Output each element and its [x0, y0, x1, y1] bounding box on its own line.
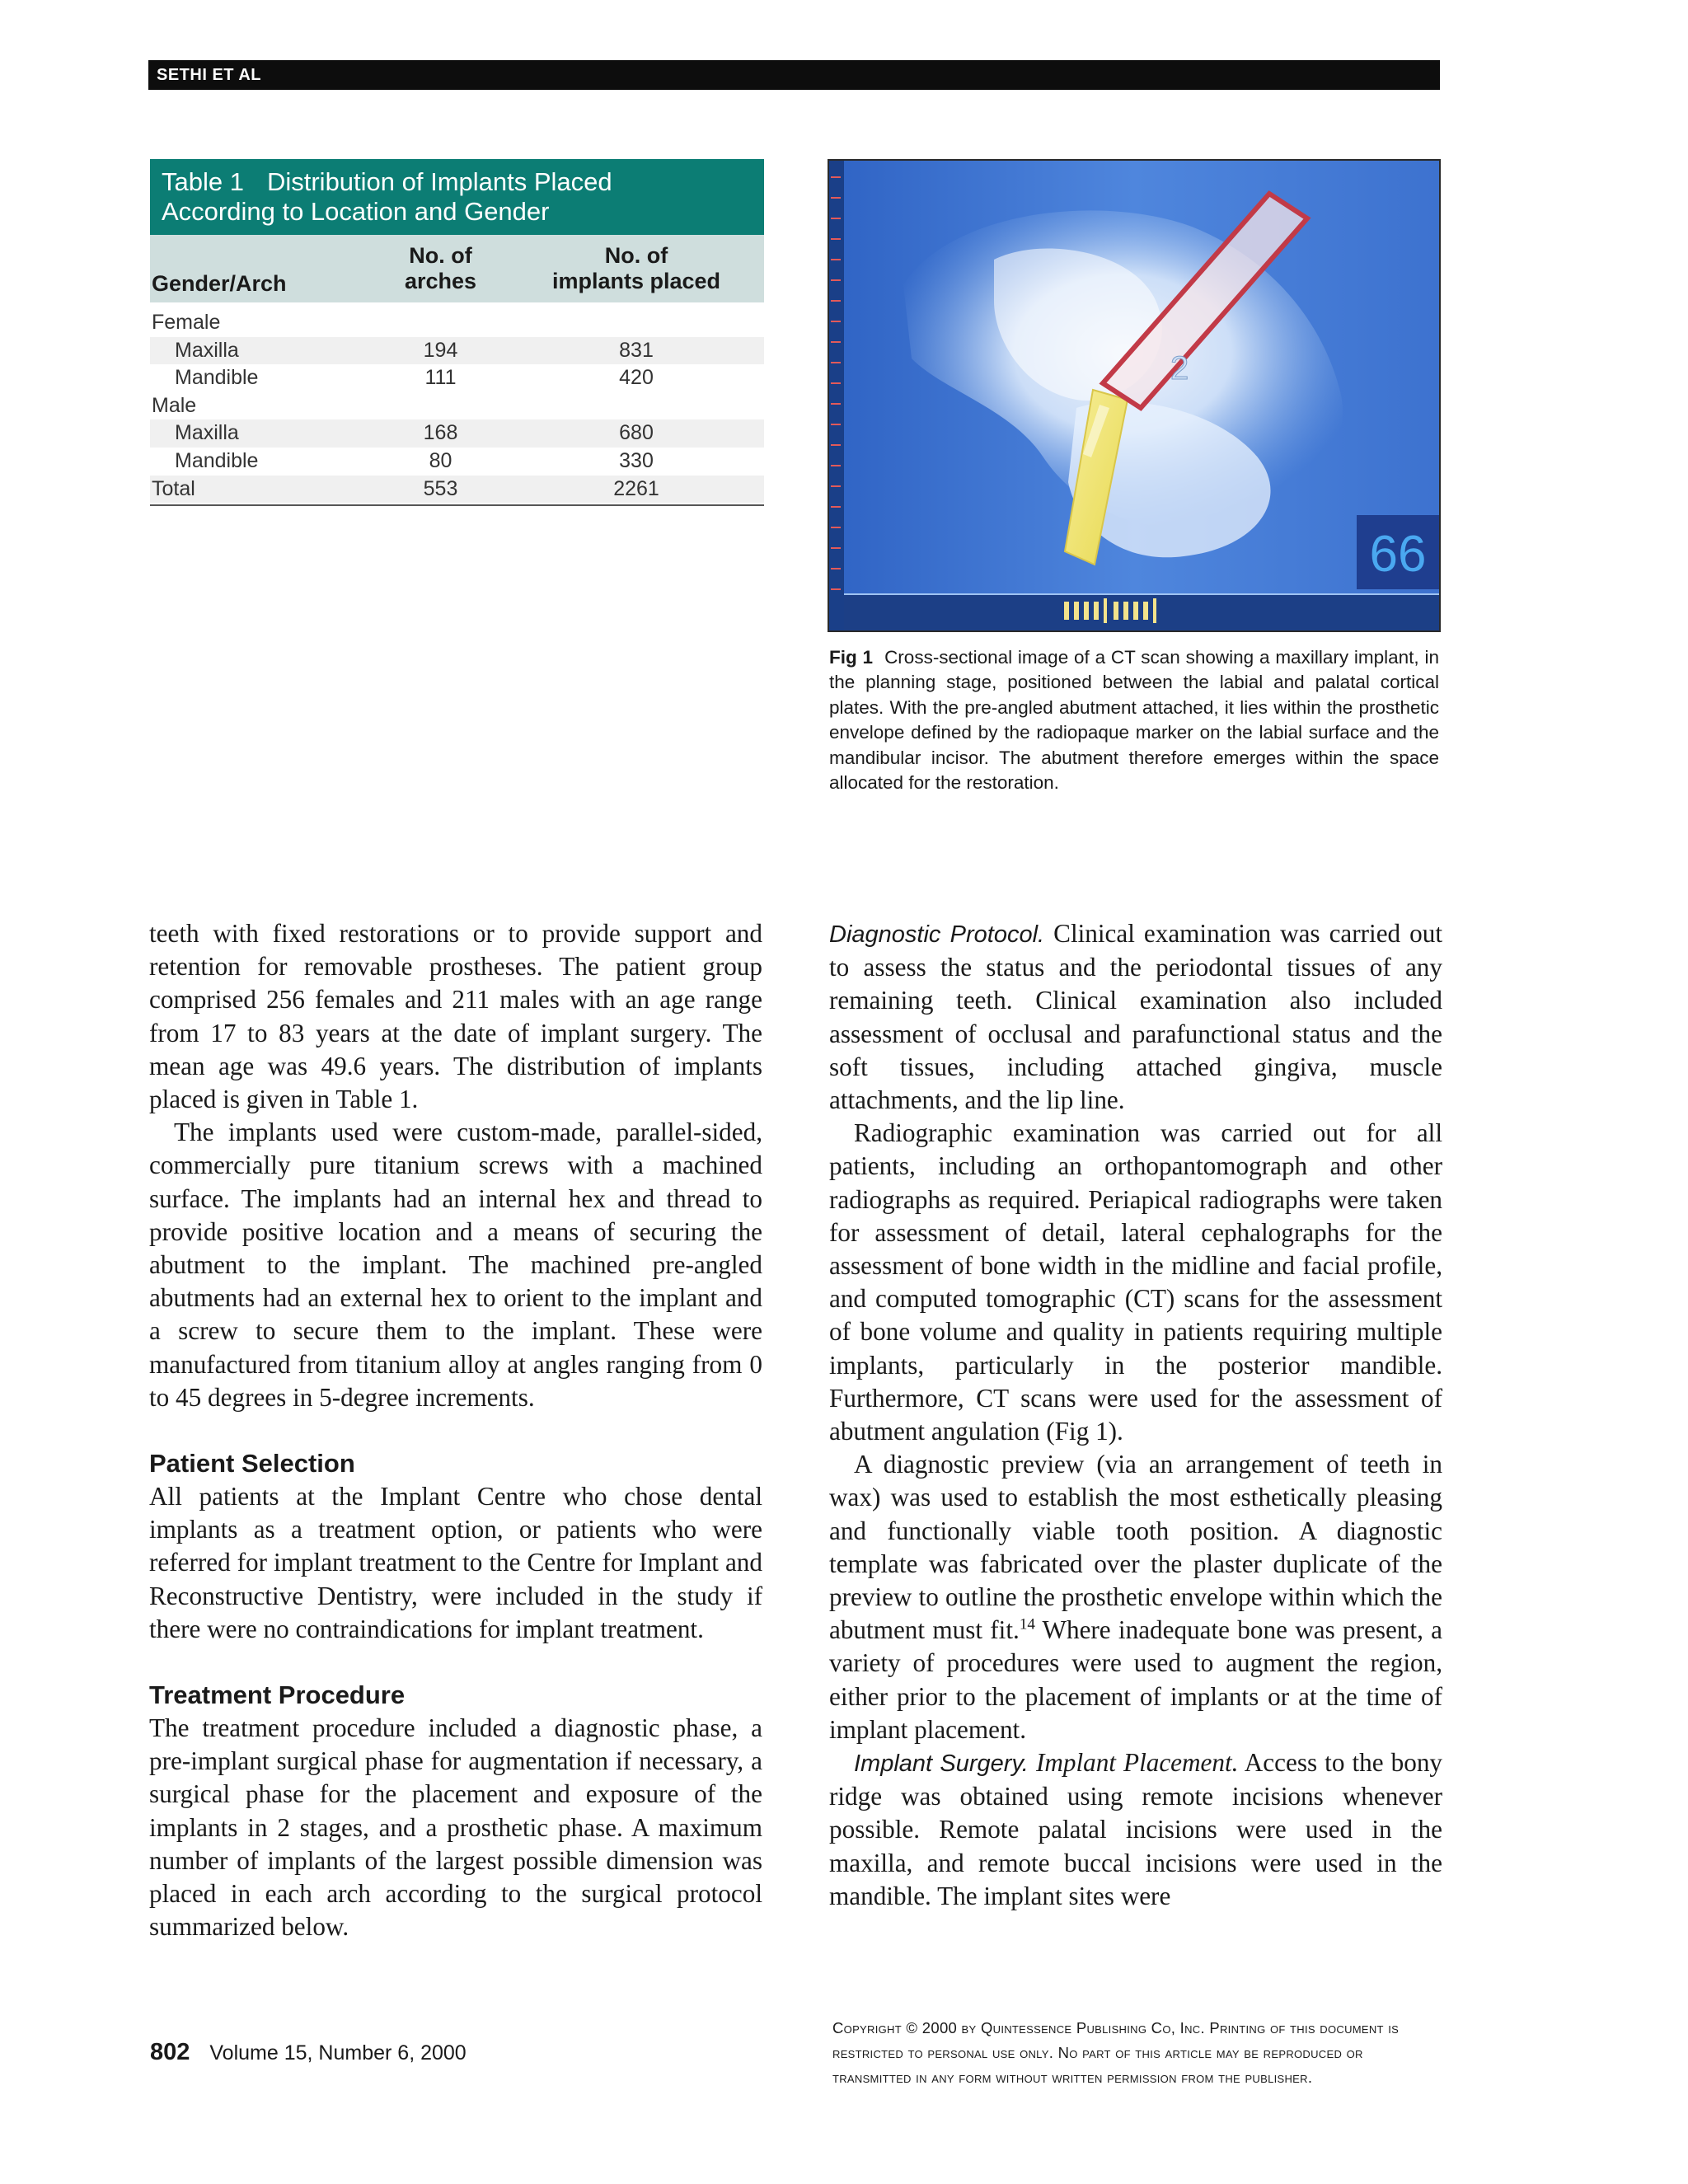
running-head-bar [148, 60, 1440, 90]
table-row [150, 392, 764, 420]
table-bottom-rule [150, 504, 764, 506]
cell-implants: 330 [619, 448, 654, 472]
header-arches-line2: arches [404, 269, 477, 293]
row-label: Total [152, 476, 195, 500]
row-label: Maxilla [175, 421, 239, 445]
table-title-line1: Distribution of Implants Placed [266, 167, 612, 196]
table-number: Table 1 [162, 167, 244, 196]
table-1 [150, 159, 764, 506]
row-label: Mandible [175, 448, 259, 472]
left-column [149, 917, 762, 1943]
cell-arches: 168 [423, 421, 458, 445]
right-column [829, 917, 1442, 1913]
header-arches [377, 243, 504, 294]
figure-caption-text: Cross-sectional image of a CT scan showing a maxillary implant, in the planning stage, positioned between the labial and palatal cortical plates. With the pre-angled abutment attached, it lies within the prosthetic envelope defined by the radiopaque marker on the labial surface and the mandibular incisor. The abutment therefore emerges within the space allocated for the restoration. [829, 647, 1439, 794]
row-label: Male [152, 393, 197, 417]
table-title [150, 159, 764, 235]
paragraph-text: Access to the bony ridge was obtained using remote incisions whenever possible. Remote palatal incisions were used in the maxilla, and remote buccal incisions were used in the mandible. The implant sites were [829, 1748, 1443, 1910]
paragraph-text: Where inadequate bone was present, a variety of procedures were used to augment the region, either prior to the placement of implants or at the time of implant placement. [829, 1615, 1442, 1744]
run-in-heading-implant-surgery: Implant Surgery. [854, 1750, 1029, 1778]
paragraph-text: Clinical examination was carried out to assess the status and the periodontal tissues of any remaining teeth. Clinical examination also included assessment of occlusal and parafunctional status and the soft tissues, including attached gingiva, muscle attachments, and the lip line. [829, 919, 1443, 1115]
row-label: Female [152, 311, 221, 334]
paragraph [829, 1448, 1442, 1746]
section-heading-treatment-procedure: Treatment Procedure [149, 1680, 406, 1710]
table-row-total [150, 476, 764, 504]
issue-info: Volume 15, Number 6, 2000 [209, 2041, 467, 2064]
ct-scan-image [828, 159, 1441, 632]
paragraph: The treatment procedure included a diagnostic phase, a pre-implant surgical phase for augmentation if necessary, a surgical phase for the placement and exposure of the implants in 2 stages, and a prosthetic phase. A maximum number of implants of the largest possible dimension was placed in each arch according to the surgical protocol summarized below. [149, 1713, 762, 1942]
paragraph: All patients at the Implant Centre who chose dental implants as a treatment option, or patients who were referred for implant treatment to the Centre for Implant and Reconstructive Dentistry, were included in the study if there were no contraindications for implant treatment. [149, 1482, 762, 1643]
header-implants-line2: implants placed [551, 269, 721, 293]
run-in-heading-diagnostic-protocol: Diagnostic Protocol. [829, 921, 1045, 948]
slice-number: 66 [1369, 526, 1427, 583]
row-label: Mandible [175, 366, 259, 390]
cell-implants: 831 [619, 338, 654, 362]
cell-arches: 553 [423, 476, 458, 500]
header-implants [513, 243, 760, 294]
header-implants-line1: No. of [604, 243, 668, 268]
table-row [150, 419, 764, 448]
figure-label: Fig 1 [829, 647, 874, 668]
cell-arches: 80 [429, 448, 452, 472]
header-gender-arch: Gender/Arch [152, 271, 287, 296]
figure-caption [829, 645, 1439, 795]
paragraph [829, 917, 1442, 1117]
page-number: 802 [150, 2039, 190, 2065]
table-title-line2: According to Location and Gender [162, 197, 550, 226]
paragraph [829, 1746, 1442, 1913]
run-in-heading-implant-placement: Implant Placement. [1035, 1748, 1239, 1778]
table-row [150, 309, 764, 337]
cell-implants: 680 [619, 421, 654, 445]
table-header [150, 235, 764, 302]
table-row [150, 448, 764, 476]
reference-superscript: 14 [1019, 1615, 1035, 1633]
copyright-notice: Copyright © 2000 by Quintessence Publishing Co, Inc. Printing of this document is restricted to personal use only. No part of this article may be reproduced or transmitted in any form without written permission from the publisher. [832, 2019, 1400, 2086]
cell-implants: 420 [619, 366, 654, 390]
scale-ruler [829, 161, 844, 630]
implant-number-label: 2 [1170, 350, 1189, 387]
header-arches-line1: No. of [409, 243, 472, 268]
row-label: Maxilla [175, 338, 239, 362]
section-heading-patient-selection: Patient Selection [149, 1449, 355, 1479]
scale-ticks [831, 177, 841, 589]
paragraph: teeth with fixed restorations or to provide support and retention for removable prostheses. The patient group comprised 256 females and 211 males with an age range from 17 to 83 years at the date of implant surgery. The mean age was 49.6 years. The distribution of implants placed is given in Table 1. [149, 919, 762, 1114]
cell-arches: 194 [423, 338, 458, 362]
cell-arches: 111 [424, 366, 457, 390]
paragraph: Radiographic examination was carried out for all patients, including an orthopantomograph and other radiographs as required. Periapical radiographs were taken for assessment of detail, lateral cephalographs for the assessment of bone width in the midline and facial profile, and computed tomographic (CT) scans for the assessment of bone volume and quality in patients requiring multiple implants, particularly in the posterior mandible. Furthermore, CT scans were used for the assessment of abutment angulation (Fig 1). [829, 1118, 1442, 1446]
cell-implants: 2261 [613, 476, 659, 500]
table-row [150, 337, 764, 365]
bottom-band [844, 593, 1439, 630]
table-row [150, 364, 764, 392]
paragraph: The implants used were custom-made, parallel-sided, commercially pure titanium screws with a machined surface. The implants had an internal hex and thread to provide positive location and a means of securing the abutment to the implant. The machined pre-angled abutments had an external hex to orient to the implant and a screw to secure them to the implant. These were manufactured from titanium alloy at angles ranging from 0 to 45 degrees in 5-degree increments. [149, 1118, 762, 1412]
paragraph-text: A diagnostic preview (via an arrangement of teeth in wax) was used to establish the most esthetically pleasing and functionally viable tooth position. A diagnostic template was fabricated over the plaster duplicate of the preview to outline the prosthetic envelope within which the abutment must fit. [829, 1450, 1442, 1645]
running-head: SETHI ET AL [157, 65, 261, 84]
page-footer [150, 2039, 467, 2066]
ct-scan-graphic [829, 161, 1439, 630]
